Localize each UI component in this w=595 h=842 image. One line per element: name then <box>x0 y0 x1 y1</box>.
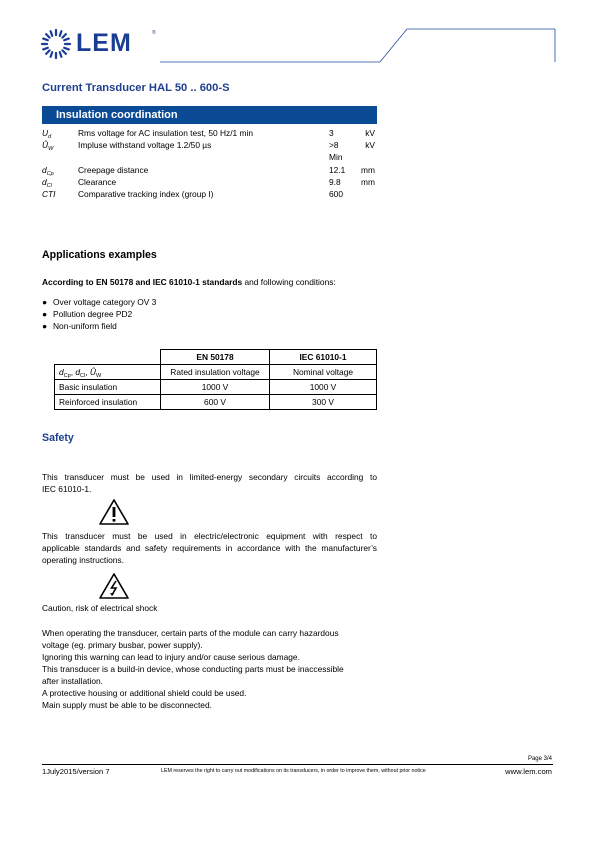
applications-intro <box>42 276 336 288</box>
footer-line <box>42 764 553 765</box>
description: Impluse withstand voltage 1.2/50 µs <box>78 140 212 150</box>
safety-paragraph-3: When operating the transducer, certain parts of the module can carry hazardous voltage (eg. primary busbar, power supply). Ignoring this warning can lead to injury and/or cause serious damage. This transducer is a build-in device, whose conducting parts must be inaccessible after installation. A protective housing or additional shield could be used. Main supply must be able to be disconnected. <box>42 628 344 710</box>
document-title: Current Transducer HAL 50 .. 600-S <box>42 82 230 94</box>
logo-text: LEM <box>76 29 132 57</box>
footer-notice: LEM reserves the right to carry out modifications on its transducers, in order to improve them, without prior notice <box>161 768 426 774</box>
row-label-distances: $d_{Cp}$, $d_{Cl}$, $Û_W$ <box>55 365 161 380</box>
insulation-row <box>42 151 377 163</box>
symbol: $U_d$ <box>42 128 52 140</box>
symbol: CTI <box>42 189 56 199</box>
safety-paragraph-2: This transducer must be used in electric/electronic equipment with respect to applicable standards and safety requirements in accordance with the manufacturer’s operating instructions. <box>42 531 377 565</box>
insulation-heading-bar: Insulation coordination <box>42 106 377 124</box>
header-line <box>0 0 595 80</box>
cell: Nominal voltage <box>270 365 377 380</box>
unit: mm <box>361 165 375 175</box>
page-number: Page 3/4 <box>527 756 552 762</box>
table-row <box>55 365 377 380</box>
insulation-row <box>42 188 377 200</box>
footer-date: 1July2015/version 7 <box>42 767 110 776</box>
list-item: ● Over voltage category OV 3 <box>42 297 157 307</box>
value: 9.8 <box>329 177 341 187</box>
header-iec61010: IEC 61010-1 <box>270 350 377 365</box>
unit: mm <box>361 177 375 187</box>
insulation-row <box>42 164 377 176</box>
value: 12.1 <box>329 165 346 175</box>
cell: 600 V <box>161 395 270 410</box>
warning-icon <box>98 498 130 526</box>
value: 3 <box>329 128 334 138</box>
cell: 1000 V <box>161 380 270 395</box>
electrical-shock-icon <box>98 572 130 600</box>
value: 600 <box>329 189 343 199</box>
applications-table <box>54 349 377 410</box>
value: Min <box>329 152 343 162</box>
cell: Rated insulation voltage <box>161 365 270 380</box>
footer-website[interactable]: www.lem.com <box>505 767 552 776</box>
shock-caption: Caution, risk of electrical shock <box>42 603 158 613</box>
symbol: $d_{Cl}$ <box>42 177 52 189</box>
table-header-row <box>55 350 377 365</box>
value: >8 <box>329 140 339 150</box>
table-row <box>55 380 377 395</box>
insulation-row <box>42 127 377 139</box>
description: Clearance <box>78 177 117 187</box>
cell: 1000 V <box>270 380 377 395</box>
insulation-row <box>42 139 377 151</box>
list-item: ● Pollution degree PD2 <box>42 309 133 319</box>
cell: 300 V <box>270 395 377 410</box>
intro-rest: and following conditions: <box>242 277 336 287</box>
unit: kV <box>365 140 375 150</box>
description: Comparative tracking index (group I) <box>78 189 214 199</box>
table-row <box>55 395 377 410</box>
list-item: ● Non-uniform field <box>42 321 117 331</box>
insulation-row <box>42 176 377 188</box>
description: Creepage distance <box>78 165 149 175</box>
header-en50178: EN 50178 <box>161 350 270 365</box>
symbol: $Û_W$ <box>42 140 54 152</box>
registered-mark: ® <box>152 30 156 36</box>
unit: kV <box>365 128 375 138</box>
intro-bold: According to EN 50178 and IEC 61010-1 standards <box>42 277 243 287</box>
description: Rms voltage for AC insulation test, 50 Hz/1 min <box>78 128 254 138</box>
symbol: $d_{Cp}$ <box>42 165 54 177</box>
safety-heading: Safety <box>42 432 74 444</box>
applications-heading: Applications examples <box>42 249 157 261</box>
safety-paragraph-1: This transducer must be used in limited-energy secondary circuits according to IEC 61010-1. <box>42 472 377 494</box>
row-label: Reinforced insulation <box>55 395 161 410</box>
row-label: Basic insulation <box>55 380 161 395</box>
